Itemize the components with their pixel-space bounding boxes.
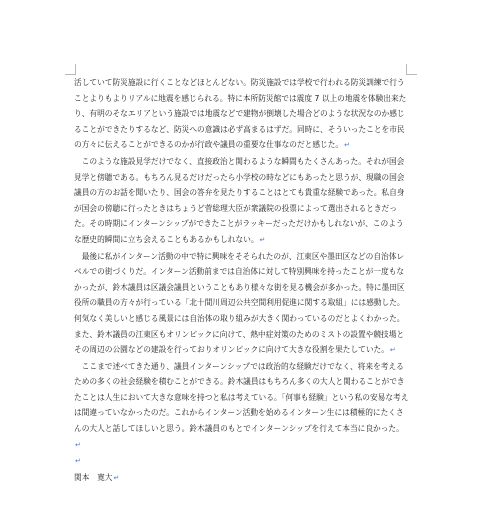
blank-line <box>74 453 410 470</box>
paragraph-text: ここまで述べてきた通り、議員インターンシップでは政治的な経験だけでなく、将来を考えるための多くの社会経験を積むことができる。鈴木議員はもちろん多くの大人と関わることができたことは人生において大きな意味を持つと私は考えている。「何事も経験」という私の安易な考えは間違っていなかったのだ。これからインターン活動を始めるインターン生には積極的にたくさんの大人と話してほしいと思う。鈴木議員のもとでインターンシップを行えて本当に良かった。 <box>74 361 409 434</box>
author-signature: 関本 寛大 <box>74 472 113 482</box>
paragraph-mark-icon: ↵ <box>344 141 350 150</box>
paragraph-mark-icon: ↵ <box>389 346 396 355</box>
paragraph-mark-icon: ↵ <box>113 473 120 482</box>
page-corner-mark <box>65 64 76 75</box>
paragraph <box>74 154 410 249</box>
signature-line <box>74 470 410 487</box>
paragraph <box>74 249 410 359</box>
paragraph-mark-icon: ↵ <box>259 235 266 244</box>
paragraph-text: 活していて防災施設に行くことなどほとんどない。防災施設では学校で行われる防災訓練で行うことよりもよりリアルに地震を感じられる。特に本所防災館では震度 7 以上の地震を体験出来たり、有明のそなエリアという施設では地震などで建物が倒壊した場合どのような状況なのか感じることができたりするなど、防災への意識は必ず高まるはずだ。同時に、そういったことを市民の方々に伝えることができるのかが行政や議員の重要な仕事なのだと感じた。 <box>74 78 407 150</box>
paragraph <box>74 359 410 454</box>
document-body[interactable] <box>74 75 410 486</box>
paragraph-mark-icon: ↵ <box>75 440 81 449</box>
paragraph-text: 最後に私がインターン活動の中で特に興味をそそられたのが、江東区や墨田区などの自治体レベルでの街づくりだ。インターン活動前までは自治体に対して特別興味を持ったことが一度もなかったが、鈴木議員は区議会議員ということもあり様々な街を見る機会が多かった。特に墨田区役所の職員の方々が行っている「北十間川周辺公共空間利用促進に関する取組」には感動した。何気なく美しいと感じる風景には自治体の取り組みが大きく関わっているのだとよくわかった。また、鈴木議員の江東区もオリンピックに向けて、熱中症対策のためのミストの設置や競技場とその周辺の公園などの建設を行っておりオリンピックに向けて大きな役割を果たしていた。 <box>74 251 405 355</box>
paragraph-mark-icon: ↵ <box>75 457 81 466</box>
paragraph-text: このような施設見学だけでなく、直接政治と関わるような瞬間もたくさんあった。それが国会見学と傍聴である。もちろん見るだけだったら小学校の時などにもあったと思うが、現職の国会議員の方のお話を聞いたり、国会の答弁を見たりすることはとても貴重な経験であった。私自身が国会の傍聴に行ったときはちょうど菅総理大臣が衆議院の投票によって選出されるときだった。その時期にインターンシップができたことがラッキーだっただけかもしれないが、このような歴史的瞬間に立ち会えることもあるかもしれない。 <box>74 156 405 244</box>
paragraph <box>74 75 410 154</box>
page-corner-mark <box>406 64 417 75</box>
